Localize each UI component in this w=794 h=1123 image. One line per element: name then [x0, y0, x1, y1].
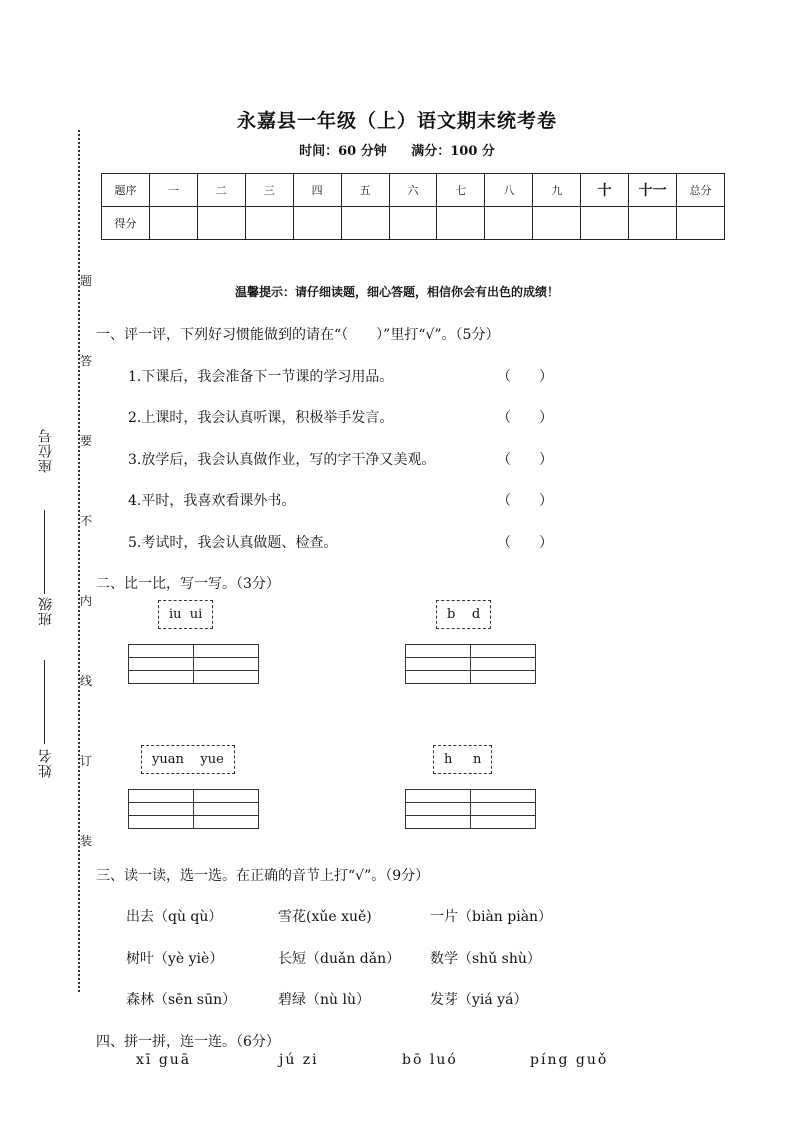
section1-item: 1.下课后，我会准备下一节课的学习用品。: [128, 369, 394, 385]
check-paren[interactable]: （ ）: [497, 535, 553, 551]
section4-heading: 四、拼一拼，连一连。（6分）: [96, 1034, 280, 1050]
check-paren[interactable]: （ ）: [497, 369, 553, 385]
pinyin-choice[interactable]: 森林（sēn sūn）: [126, 992, 237, 1008]
binding-char: 不: [80, 514, 93, 528]
score-input-cell[interactable]: [245, 207, 293, 240]
pinyin-word[interactable]: xī guā: [136, 1052, 192, 1068]
binding-char: 订: [80, 754, 93, 768]
section2-heading: 二、比一比，写一写。（3分）: [96, 576, 280, 592]
score-cell: 三: [245, 174, 293, 207]
score-input-cell[interactable]: [197, 207, 245, 240]
score-cell: 总分: [677, 174, 725, 207]
score-cell: 十一: [629, 174, 677, 207]
seat-number-label: 座位号: [38, 428, 54, 473]
writing-grid[interactable]: [128, 644, 259, 684]
exam-title: 永嘉县一年级（上）语文期末统考卷: [236, 110, 557, 132]
score-input-cell[interactable]: [677, 207, 725, 240]
binding-char: 装: [80, 834, 93, 848]
exam-time: 时间：60 分钟: [299, 144, 387, 159]
pinyin-compare-box: h n: [433, 745, 492, 774]
pinyin-choice[interactable]: 发芽（yiá yá）: [430, 992, 528, 1008]
check-paren[interactable]: （ ）: [497, 493, 553, 509]
seat-number-line[interactable]: [44, 510, 45, 594]
writing-grid[interactable]: [128, 789, 259, 829]
score-cell: 十: [581, 174, 629, 207]
score-cell: 七: [437, 174, 485, 207]
score-input-cell[interactable]: [437, 207, 485, 240]
writing-grid[interactable]: [405, 789, 536, 829]
pinyin-word[interactable]: píng guǒ: [530, 1052, 609, 1068]
section1-heading: 一、评一评，下列好习惯能做到的请在“（ ）”里打“√”。（5分）: [96, 327, 500, 343]
score-table-header-row: [102, 174, 725, 207]
score-input-cell[interactable]: [341, 207, 389, 240]
pinyin-choice[interactable]: 碧绿（nù lù）: [278, 992, 370, 1008]
section1-item: 4.平时，我喜欢看课外书。: [128, 493, 296, 509]
binding-char: 要: [80, 434, 93, 448]
pinyin-word[interactable]: bō luó: [402, 1052, 458, 1068]
score-input-cell[interactable]: [533, 207, 581, 240]
check-paren[interactable]: （ ）: [497, 410, 553, 426]
score-cell: 五: [341, 174, 389, 207]
exam-subtitle: [0, 140, 794, 159]
score-table-score-row: [102, 207, 725, 240]
score-input-cell[interactable]: [389, 207, 437, 240]
writing-grid[interactable]: [405, 644, 536, 684]
pinyin-compare-box: b d: [436, 600, 491, 629]
exam-full-marks: 满分：100 分: [411, 144, 495, 159]
pinyin-choice[interactable]: 雪花(xǔe xuě): [278, 909, 372, 925]
pinyin-word[interactable]: jú zi: [279, 1052, 319, 1068]
score-input-cell[interactable]: [629, 207, 677, 240]
name-label: 姓名: [38, 748, 54, 778]
score-table: [101, 173, 725, 240]
pinyin-compare-box: yuan yue: [141, 745, 235, 774]
pinyin-compare-box: iu ui: [158, 600, 213, 629]
binding-char: 线: [80, 674, 93, 688]
tip-text: 温馨提示：请仔细读题，细心答题，相信你会有出色的成绩！: [234, 285, 559, 299]
score-input-cell[interactable]: [581, 207, 629, 240]
score-cell: 题序: [102, 174, 150, 207]
binding-char: 答: [80, 354, 93, 368]
class-line[interactable]: [44, 660, 45, 744]
score-cell: 八: [485, 174, 533, 207]
score-input-cell[interactable]: [293, 207, 341, 240]
pinyin-choice[interactable]: 一片（biàn piàn）: [430, 909, 553, 925]
check-paren[interactable]: （ ）: [497, 452, 553, 468]
pinyin-choice[interactable]: 数学（shǔ shù）: [430, 951, 541, 967]
score-input-cell[interactable]: [149, 207, 197, 240]
section3-heading: 三、读一读，选一选。在正确的音节上打“√”。（9分）: [96, 868, 430, 884]
binding-char: 内: [80, 594, 93, 608]
score-cell: 一: [149, 174, 197, 207]
score-row-label: 得分: [102, 207, 150, 240]
score-cell: 六: [389, 174, 437, 207]
score-input-cell[interactable]: [485, 207, 533, 240]
pinyin-choice[interactable]: 长短（duǎn dǎn）: [278, 951, 401, 967]
binding-char: 题: [80, 274, 93, 288]
section1-item: 5.考试时，我会认真做题、检查。: [128, 535, 338, 551]
section1-item: 3.放学后，我会认真做作业，写的字干净又美观。: [128, 452, 436, 468]
pinyin-choice[interactable]: 树叶（yè yiè）: [126, 951, 224, 967]
score-cell: 四: [293, 174, 341, 207]
binding-dotted-line: [78, 130, 80, 992]
score-cell: 九: [533, 174, 581, 207]
pinyin-choice[interactable]: 出去（qù qù）: [126, 909, 223, 925]
class-label: 班级: [38, 596, 54, 626]
score-cell: 二: [197, 174, 245, 207]
section1-item: 2.上课时，我会认真听课，积极举手发言。: [128, 410, 394, 426]
